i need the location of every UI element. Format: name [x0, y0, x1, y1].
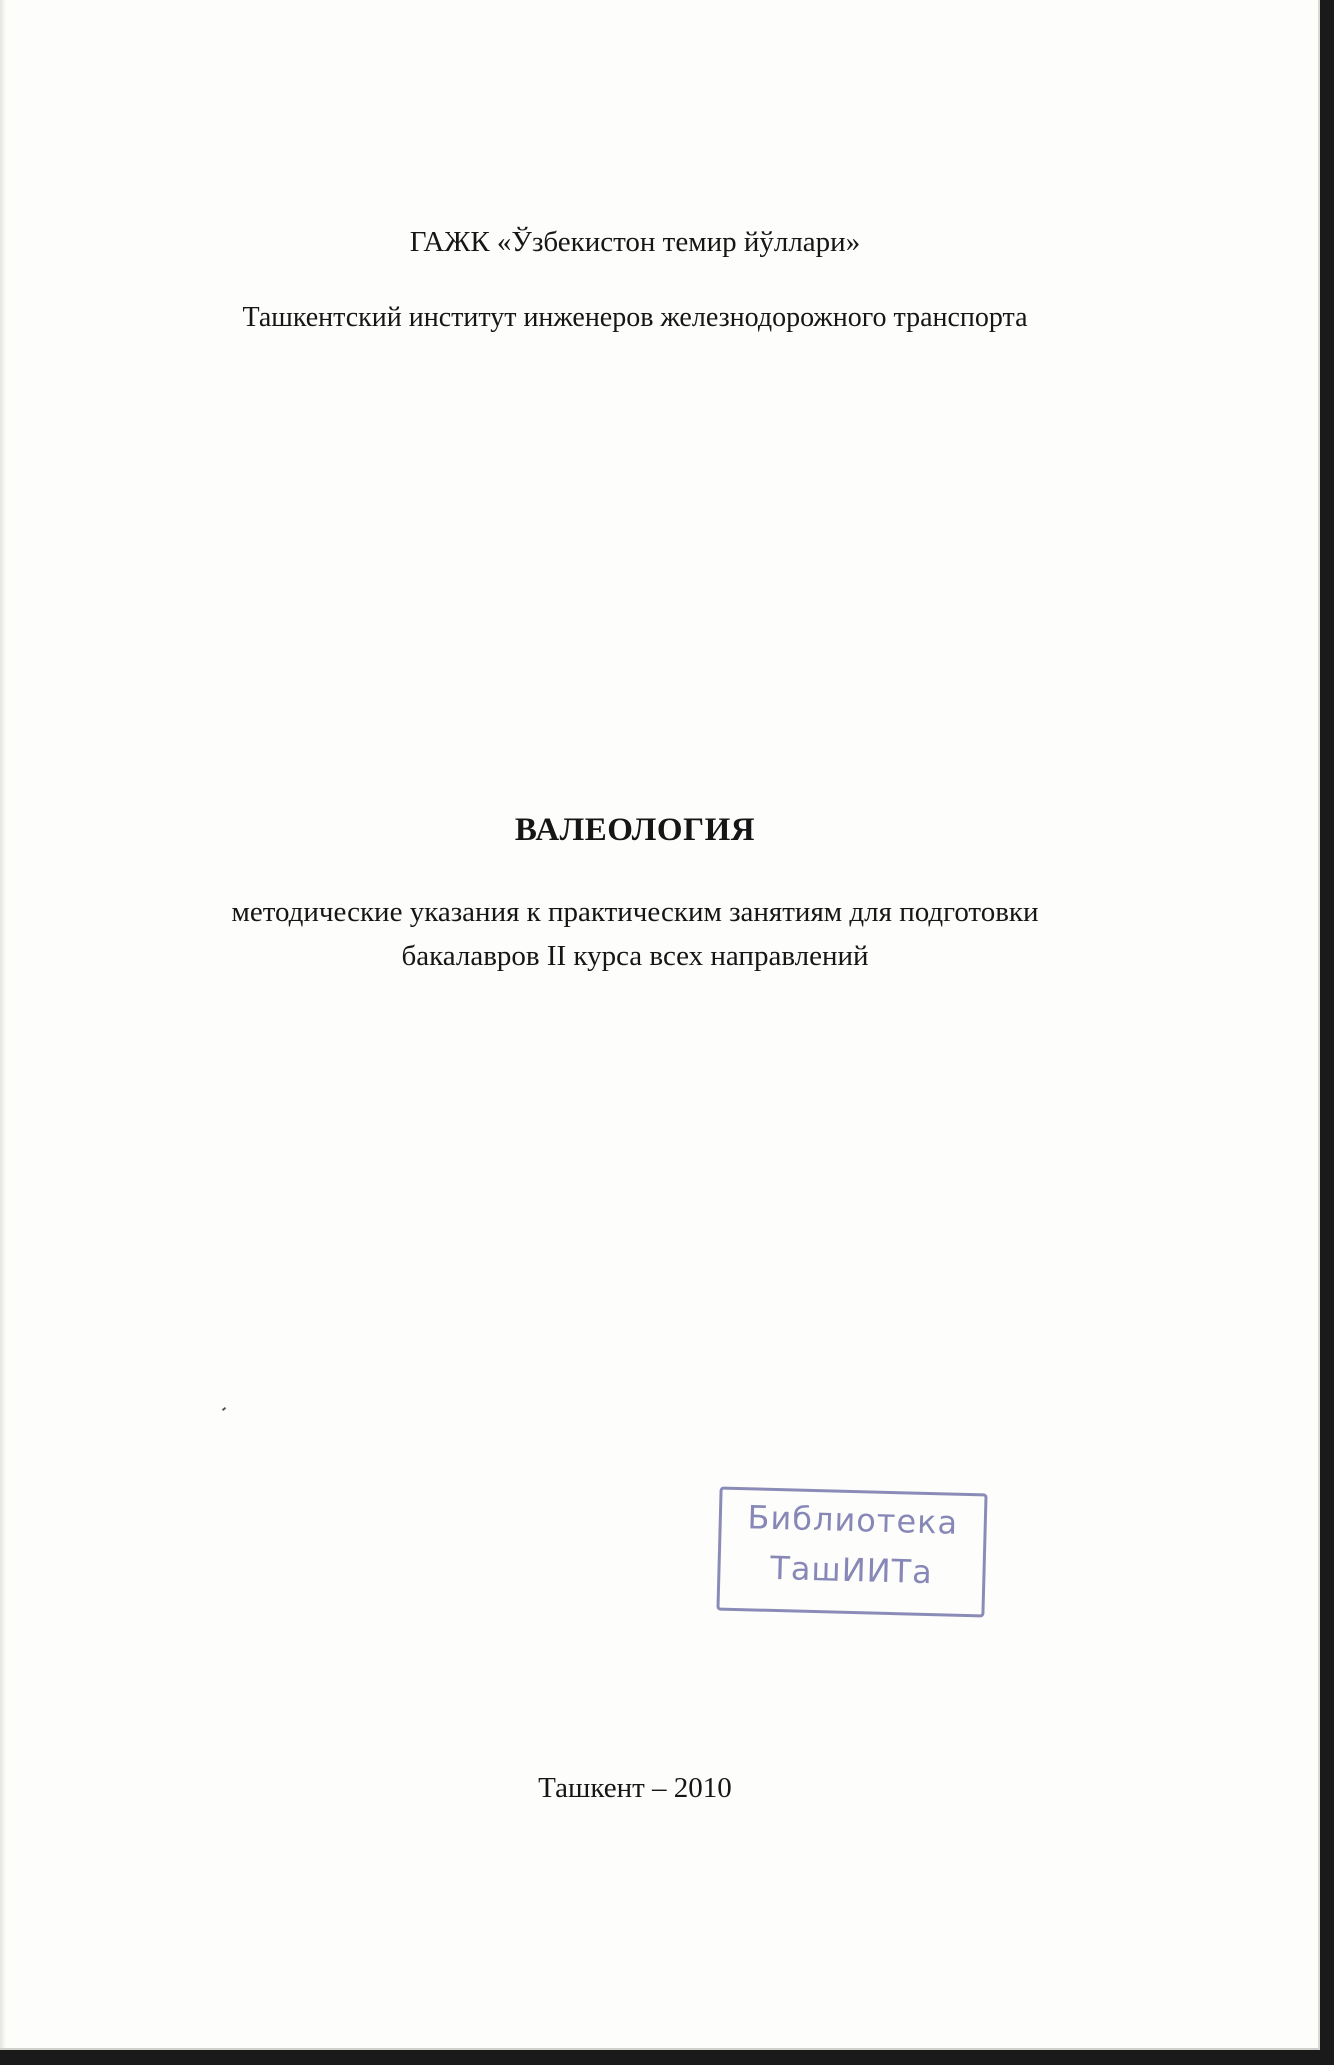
library-stamp — [716, 1487, 987, 1618]
city-year: Ташкент – 2010 — [538, 1772, 732, 1804]
stamp-line-2: ТашИИТа — [769, 1548, 934, 1592]
document-title: ВАЛЕОЛОГИЯ — [514, 812, 756, 848]
document-subtitle-line-1: методические указания к практическим занятиям для подготовки — [231, 896, 1039, 928]
organization-name: ГАЖК «Ўзбекистон темир йўллари» — [409, 226, 861, 258]
institute-name: Ташкентский институт инженеров железнодорожного транспорта — [242, 302, 1028, 333]
scan-speck — [222, 1407, 226, 1411]
document-subtitle-line-2: бакалавров II курса всех направлений — [401, 940, 869, 972]
stamp-line-1: Библиотека — [747, 1498, 959, 1542]
